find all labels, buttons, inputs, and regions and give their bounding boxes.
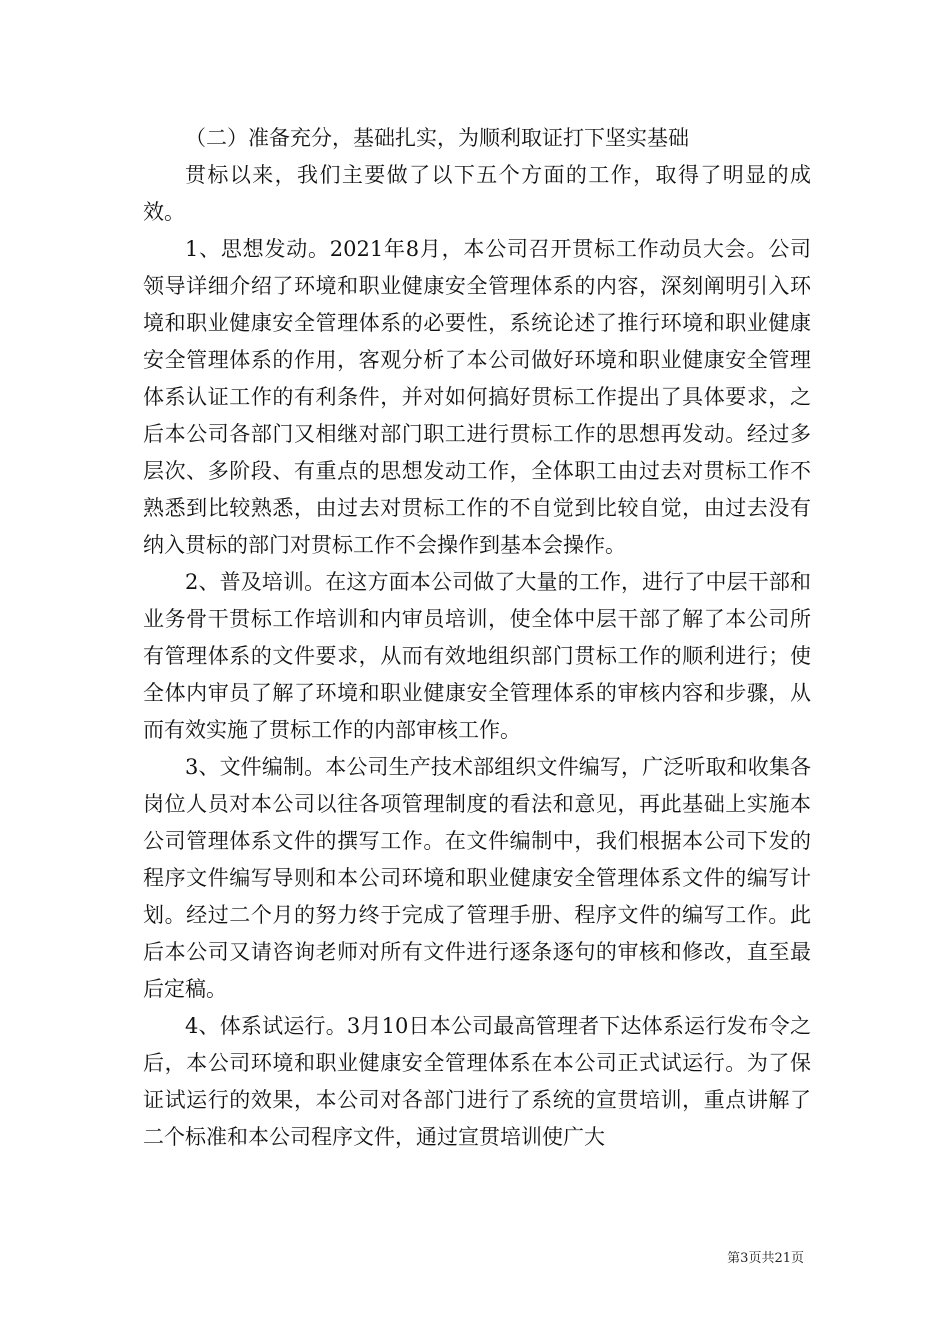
- paragraph-4: 4、体系试运行。3月10日本公司最高管理者下达体系运行发布令之后，本公司环境和职业健康安全管理体系在本公司正式试运行。为了保证试运行的效果，本公司对各部门进行了系统的宣贯培训，重点讲解了二个标准和本公司程序文件，通过宣贯培训使广大: [143, 1014, 811, 1149]
- section-heading: （二）准备充分，基础扎实，为顺利取证打下坚实基础: [185, 126, 689, 150]
- paragraph-1: 1、思想发动。2021年8月，本公司召开贯标工作动员大会。公司领导详细介绍了环境和职业健康安全管理体系的内容，深刻阐明引入环境和职业健康安全管理体系的必要性，系统论述了推行环境和职业健康安全管理体系的作用，客观分析了本公司做好环境和职业健康安全管理体系认证工作的有利条件，并对如何搞好贯标工作提出了具体要求，之后本公司各部门又相继对部门职工进行贯标工作的思想再发动。经过多层次、多阶段、有重点的思想发动工作，全体职工由过去对贯标工作不熟悉到比较熟悉，由过去对贯标工作的不自觉到比较自觉，由过去没有纳入贯标的部门对贯标工作不会操作到基本会操作。: [143, 237, 811, 557]
- paragraph-intro: 贯标以来，我们主要做了以下五个方面的工作，取得了明显的成效。: [143, 163, 811, 224]
- document-body: [143, 120, 811, 1156]
- page-number-footer: 第3页共21页: [727, 1251, 804, 1266]
- paragraph-3: 3、文件编制。本公司生产技术部组织文件编写，广泛听取和收集各岗位人员对本公司以往各项管理制度的看法和意见，再此基础上实施本公司管理体系文件的撰写工作。在文件编制中，我们根据本公司下发的程序文件编写导则和本公司环境和职业健康安全管理体系文件的编写计划。经过二个月的努力终于完成了管理手册、程序文件的编写工作。此后本公司又请咨询老师对所有文件进行逐条逐句的审核和修改，直至最后定稿。: [143, 755, 811, 1001]
- paragraph-2: 2、普及培训。在这方面本公司做了大量的工作，进行了中层干部和业务骨干贯标工作培训和内审员培训，使全体中层干部了解了本公司所有管理体系的文件要求，从而有效地组织部门贯标工作的顺利进行；使全体内审员了解了环境和职业健康安全管理体系的审核内容和步骤，从而有效实施了贯标工作的内部审核工作。: [143, 570, 811, 742]
